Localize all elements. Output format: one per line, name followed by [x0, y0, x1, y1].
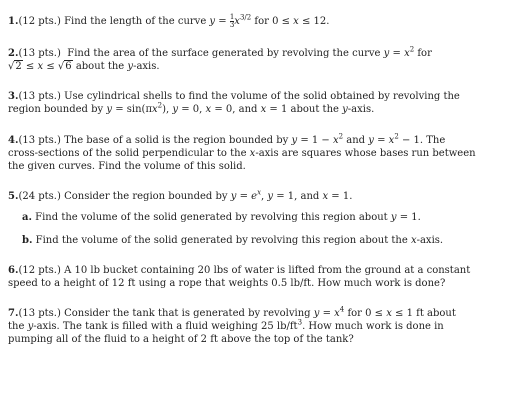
question-text: -axis.	[347, 104, 375, 115]
question-text: -axis.	[133, 61, 160, 72]
question-text: Use cylindrical shells to find the volume of the solid obtained by revolving the	[64, 91, 460, 102]
sqrt-sign: √	[8, 61, 15, 72]
math-op: =	[319, 308, 335, 319]
math-var: x	[37, 61, 44, 72]
math-var: y	[209, 16, 216, 27]
points: (12 pts.)	[18, 16, 61, 27]
math-var: x	[332, 135, 339, 146]
exponent: 2	[157, 101, 163, 110]
question-text: region bounded by	[8, 104, 107, 115]
question-number: 3.	[8, 91, 19, 102]
question-text: = 1.	[396, 212, 421, 223]
question-text: -axis.	[416, 235, 444, 246]
denominator: 3	[229, 21, 235, 29]
question-text: and	[343, 135, 369, 146]
question-text: speed to a height of 12 ft using a rope that weights 0.5 lb/ft. How much work is done?	[8, 278, 446, 289]
question-text: Find the volume of the solid generated by revolving this region about	[35, 212, 391, 223]
question-text: = 1 about the	[266, 104, 343, 115]
question-text: The base of a solid is the region bounded by	[64, 135, 292, 146]
question-2	[8, 47, 506, 73]
exponent: 2	[409, 45, 415, 54]
math-op: =	[215, 16, 230, 27]
math-var: x	[334, 308, 340, 319]
math-op: ,	[261, 191, 268, 202]
question-text: = 0, and	[211, 104, 261, 115]
math-var: x	[293, 16, 299, 27]
math-var: y	[267, 191, 274, 202]
question-number: 5.	[8, 191, 19, 202]
math-var: x	[260, 104, 267, 115]
question-text: Find the area of the surface generated by revolving the curve	[67, 48, 384, 59]
question-number: 4.	[8, 135, 19, 146]
math-var: y	[368, 135, 374, 146]
question-7	[8, 307, 506, 346]
points: (13 pts.)	[18, 48, 61, 59]
question-5	[8, 190, 506, 247]
math-var: x	[410, 235, 417, 246]
question-text: the given curves. Find the volume of this solid.	[8, 161, 246, 172]
math-var: y	[127, 61, 134, 72]
math-op: = 1 −	[297, 135, 333, 146]
math-op: =	[373, 135, 389, 146]
question-text: for	[414, 48, 432, 59]
question-text: Find the length of the curve	[64, 16, 210, 27]
question-number: 1.	[8, 16, 19, 27]
math-var: y	[27, 321, 34, 332]
math-var: y	[342, 104, 348, 115]
math-var: x	[388, 135, 395, 146]
sub-question-a	[22, 211, 506, 224]
math-var: x	[386, 308, 392, 319]
question-text: about the	[72, 61, 128, 72]
question-3	[8, 90, 506, 116]
math-var: x	[404, 48, 410, 59]
radicand: 2	[15, 61, 22, 72]
question-text: ≤ 1 ft about	[391, 308, 456, 319]
exponent: 4	[339, 305, 345, 314]
question-1	[8, 14, 506, 29]
exponent: 2	[394, 132, 399, 141]
points: (13 pts.)	[18, 308, 61, 319]
question-text: the	[8, 321, 28, 332]
question-6	[8, 264, 506, 290]
question-text: for 0 ≤	[344, 308, 387, 319]
math-var: x	[152, 104, 158, 115]
question-text: Find the volume of the solid generated by revolving this region about the	[35, 235, 411, 246]
math-var: y	[313, 308, 320, 319]
math-op: =	[389, 48, 405, 59]
radicand: 6	[65, 61, 72, 72]
math-var: y	[383, 48, 390, 59]
math-var: x	[249, 148, 256, 159]
math-var: y	[291, 135, 298, 146]
question-5-stem	[8, 190, 506, 203]
math-op: = sin(π	[112, 104, 153, 115]
math-var: y	[172, 104, 179, 115]
points: (24 pts.)	[18, 191, 61, 202]
question-text: = 1.	[328, 191, 353, 202]
numerator: 1	[229, 13, 235, 21]
question-text: pumping all of the fluid to a height of 2 ft above the top of the tank?	[8, 334, 354, 345]
question-text: cross-sections of the solid perpendicular to the	[8, 148, 250, 159]
math-op: =	[236, 191, 252, 202]
math-var: x	[322, 191, 329, 202]
question-4	[8, 134, 506, 173]
points: (12 pts.)	[18, 265, 61, 276]
sqrt-sign: √	[57, 61, 65, 72]
points: (13 pts.)	[18, 91, 61, 102]
math-var: x	[205, 104, 212, 115]
math-op: = 0,	[178, 104, 206, 115]
question-text: . How much work is done in	[302, 321, 444, 332]
math-var: y	[390, 212, 397, 223]
exponent: x	[257, 188, 262, 197]
sub-label: b.	[22, 235, 33, 246]
math-op: ),	[162, 104, 173, 115]
question-number: 2.	[8, 48, 19, 59]
sub-question-b	[22, 234, 506, 247]
math-op: ≤	[22, 61, 38, 72]
sub-label: a.	[22, 212, 32, 223]
question-text: ≤ 12.	[298, 16, 330, 27]
math-var: y	[230, 191, 237, 202]
math-var: y	[106, 104, 113, 115]
question-text: for 0 ≤	[251, 16, 294, 27]
math-op: ≤	[43, 61, 58, 72]
question-text: Consider the region bounded by	[64, 191, 231, 202]
question-text: = 1, and	[273, 191, 323, 202]
exponent: 3/2	[239, 13, 252, 22]
math-var: e	[251, 191, 258, 202]
question-text: -axis. The tank is filled with a fluid weighing 25 lb/ft	[33, 321, 298, 332]
question-text: -axis are squares whose bases run between	[255, 148, 476, 159]
math-var: x	[234, 16, 240, 27]
question-text: Consider the tank that is generated by revolving	[64, 308, 314, 319]
question-number: 7.	[8, 308, 19, 319]
exponent: 2	[338, 132, 344, 141]
question-text: − 1. The	[398, 135, 446, 146]
points: (13 pts.)	[18, 135, 61, 146]
question-text: A 10 lb bucket containing 20 lbs of water is lifted from the ground at a constant	[64, 265, 471, 276]
exponent: 3	[297, 318, 303, 327]
question-number: 6.	[8, 265, 19, 276]
